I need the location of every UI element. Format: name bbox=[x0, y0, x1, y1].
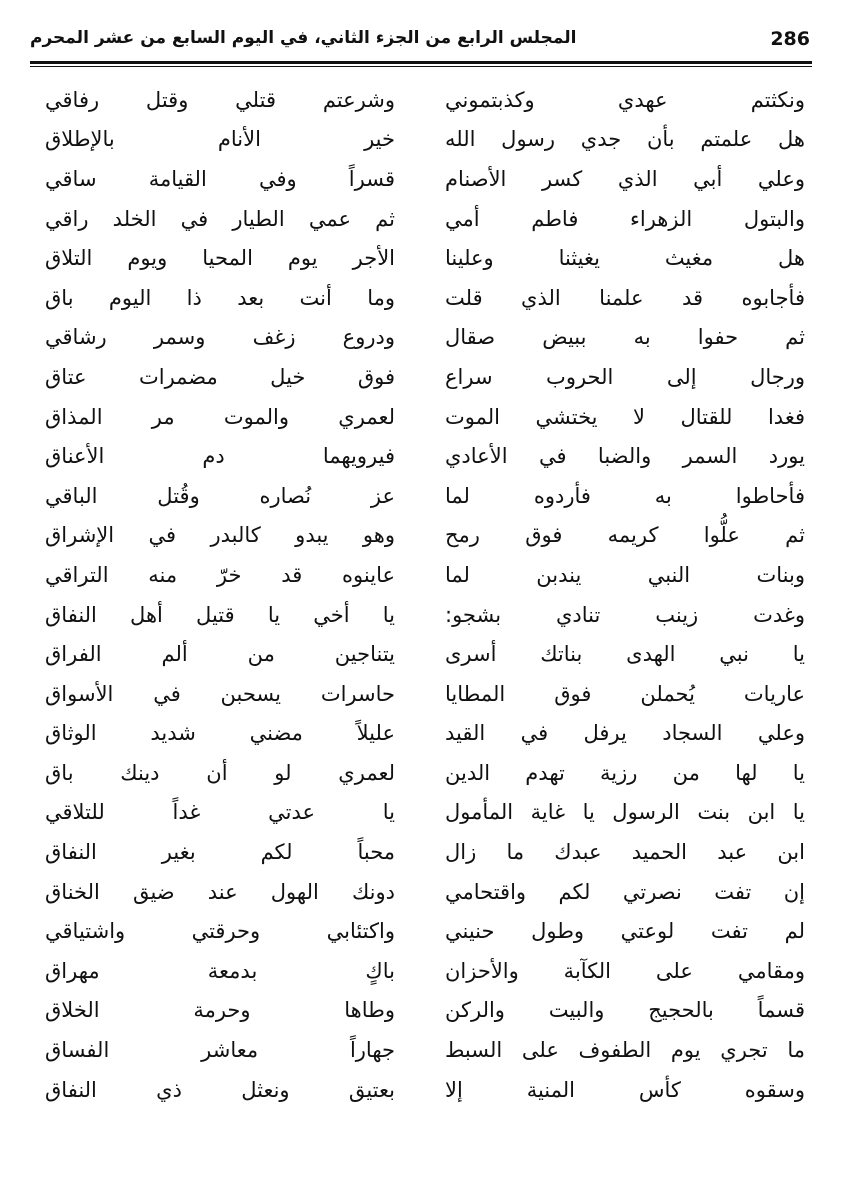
first-hemistich: ورجال إلى الحروب سراع bbox=[445, 364, 805, 389]
first-hemistich: ونكثتم عهدي وكذبتموني bbox=[445, 87, 805, 112]
first-hemistich: يا نبي الهدى بناتك أسرى bbox=[445, 642, 805, 667]
header-rule-thin bbox=[30, 66, 812, 67]
second-hemistich: خير الأنام بالإطلاق bbox=[45, 127, 395, 152]
verse-line bbox=[45, 436, 805, 476]
header-rule bbox=[30, 61, 812, 64]
verse-line bbox=[45, 793, 805, 833]
page-number: 286 bbox=[770, 28, 810, 50]
first-hemistich: ابن عبد الحميد عبدك ما زال bbox=[445, 840, 805, 865]
verse-line bbox=[45, 1030, 805, 1070]
first-hemistich: عاريات يُحملن فوق المطايا bbox=[445, 681, 805, 706]
verse-line bbox=[45, 120, 805, 160]
second-hemistich: وطاها وحرمة الخلاق bbox=[45, 998, 395, 1023]
second-hemistich: لعمري والموت مر المذاق bbox=[45, 404, 395, 429]
second-hemistich: فيرويهما دم الأعناق bbox=[45, 444, 395, 469]
second-hemistich: ودروع زغف وسمر رشاقي bbox=[45, 325, 395, 350]
page-header bbox=[30, 26, 810, 56]
second-hemistich: وما أنت بعد ذا اليوم باق bbox=[45, 285, 395, 310]
second-hemistich: فوق خيل مضمرات عتاق bbox=[45, 364, 395, 389]
poem-body bbox=[45, 80, 805, 1109]
first-hemistich: ثم حفوا به ببيض صقال bbox=[445, 325, 805, 350]
verse-line bbox=[45, 1070, 805, 1110]
first-hemistich: وعلي السجاد يرفل في القيد bbox=[445, 721, 805, 746]
verse-line bbox=[45, 357, 805, 397]
first-hemistich: وعلي أبي الذي كسر الأصنام bbox=[445, 166, 805, 191]
second-hemistich: يا عدتي غداً للتلاقي bbox=[45, 800, 395, 825]
verse-line bbox=[45, 80, 805, 120]
first-hemistich: فأحاطوا به فأردوه لما bbox=[445, 483, 805, 508]
second-hemistich: حاسرات يسحبن في الأسواق bbox=[45, 681, 395, 706]
first-hemistich: لم تفت لوعتي وطول حنيني bbox=[445, 919, 805, 944]
first-hemistich: وسقوه كأس المنية إلا bbox=[445, 1077, 805, 1102]
verse-line bbox=[45, 476, 805, 516]
verse-line bbox=[45, 911, 805, 951]
verse-line bbox=[45, 516, 805, 556]
verse-line bbox=[45, 872, 805, 912]
first-hemistich: هل علمتم بأن جدي رسول الله bbox=[445, 127, 805, 152]
verse-line bbox=[45, 832, 805, 872]
second-hemistich: يا أخي يا قتيل أهل النفاق bbox=[45, 602, 395, 627]
verse-line bbox=[45, 397, 805, 437]
verse-line bbox=[45, 595, 805, 635]
first-hemistich: وبنات النبي يندبن لما bbox=[445, 562, 805, 587]
verse-line bbox=[45, 199, 805, 239]
second-hemistich: باكٍ بدمعة مهراق bbox=[45, 958, 395, 983]
second-hemistich: ثم عمي الطيار في الخلد راقي bbox=[45, 206, 395, 231]
second-hemistich: الأجر يوم المحيا ويوم التلاق bbox=[45, 246, 395, 271]
first-hemistich: فغدا للقتال لا يختشي الموت bbox=[445, 404, 805, 429]
second-hemistich: عليلاً مضني شديد الوثاق bbox=[45, 721, 395, 746]
second-hemistich: جهاراً معاشر الفساق bbox=[45, 1038, 395, 1063]
verse-line bbox=[45, 238, 805, 278]
first-hemistich: ومقامي على الكآبة والأحزان bbox=[445, 958, 805, 983]
verse-line bbox=[45, 951, 805, 991]
verse-line bbox=[45, 714, 805, 754]
verse-line bbox=[45, 278, 805, 318]
first-hemistich: يا ابن بنت الرسول يا غاية المأمول bbox=[445, 800, 805, 825]
verse-line bbox=[45, 753, 805, 793]
second-hemistich: دونك الهول عند ضيق الخناق bbox=[45, 879, 395, 904]
second-hemistich: وشرعتم قتلي وقتل رفاقي bbox=[45, 87, 395, 112]
first-hemistich: ما تجري يوم الطفوف على السبط bbox=[445, 1038, 805, 1063]
first-hemistich: ثم علُّوا كريمه فوق رمح bbox=[445, 523, 805, 548]
running-title: المجلس الرابع من الجزء الثاني، في اليوم السابع من عشر المحرم bbox=[30, 28, 577, 48]
second-hemistich: وهو يبدو كالبدر في الإشراق bbox=[45, 523, 395, 548]
second-hemistich: واكتئابي وحرقتي واشتياقي bbox=[45, 919, 395, 944]
verse-line bbox=[45, 634, 805, 674]
second-hemistich: عاينوه قد خرّ منه التراقي bbox=[45, 562, 395, 587]
first-hemistich: إن تفت نصرتي لكم واقتحامي bbox=[445, 879, 805, 904]
first-hemistich: وغدت زينب تنادي بشجو: bbox=[445, 602, 805, 627]
second-hemistich: بعتيق ونعثل ذي النفاق bbox=[45, 1077, 395, 1102]
first-hemistich: هل مغيث يغيثنا وعلينا bbox=[445, 246, 805, 271]
first-hemistich: والبتول الزهراء فاطم أمي bbox=[445, 206, 805, 231]
first-hemistich: قسماً بالحجيج والبيت والركن bbox=[445, 998, 805, 1023]
second-hemistich: يتناجين من ألم الفراق bbox=[45, 642, 395, 667]
first-hemistich: يا لها من رزية تهدم الدين bbox=[445, 760, 805, 785]
second-hemistich: محباً لكم بغير النفاق bbox=[45, 840, 395, 865]
second-hemistich: عز نُصاره وقُتل الباقي bbox=[45, 483, 395, 508]
first-hemistich: فأجابوه قد علمنا الذي قلت bbox=[445, 285, 805, 310]
verse-line bbox=[45, 674, 805, 714]
second-hemistich: قسراً وفي القيامة ساقي bbox=[45, 166, 395, 191]
second-hemistich: لعمري لو أن دينك باق bbox=[45, 760, 395, 785]
verse-line bbox=[45, 159, 805, 199]
verse-line bbox=[45, 991, 805, 1031]
first-hemistich: يورد السمر والضبا في الأعادي bbox=[445, 444, 805, 469]
verse-line bbox=[45, 555, 805, 595]
verse-line bbox=[45, 318, 805, 358]
